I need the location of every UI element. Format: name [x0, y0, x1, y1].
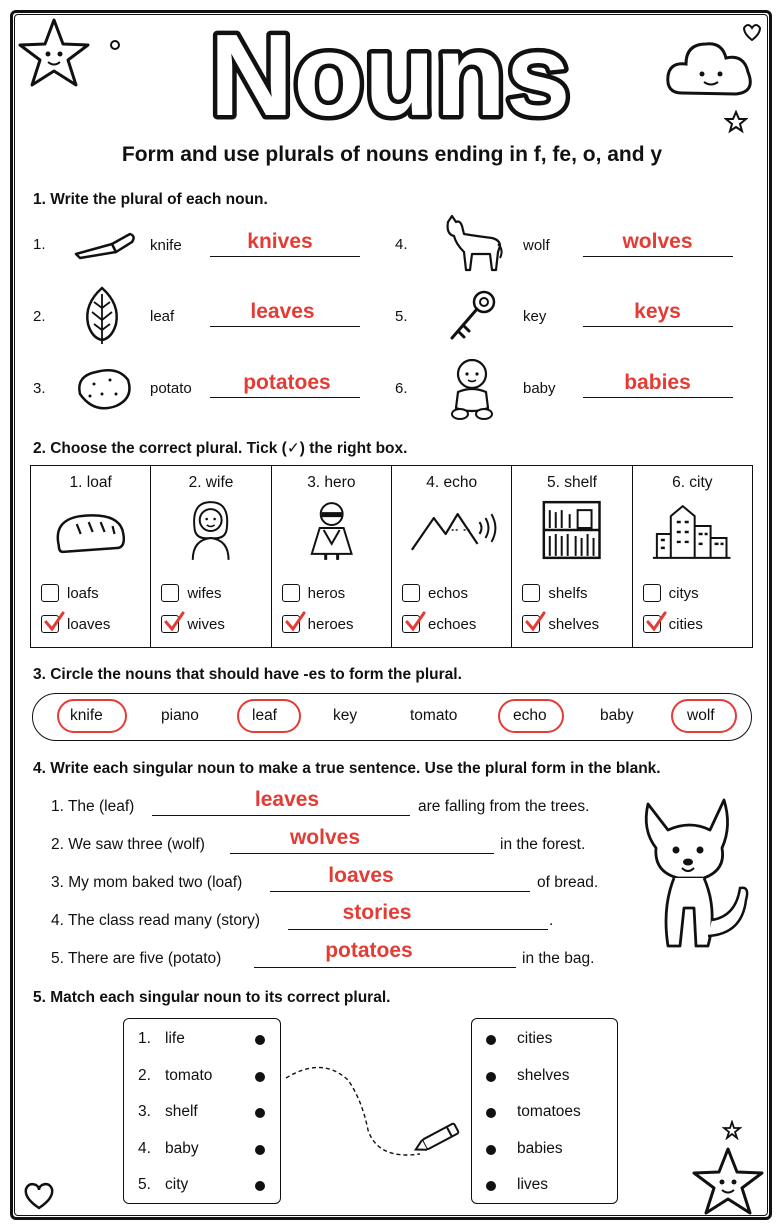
match-dot[interactable]: [486, 1145, 496, 1155]
checkbox[interactable]: [282, 584, 300, 602]
answer-blank[interactable]: [583, 397, 733, 398]
option-label: wives: [187, 615, 225, 633]
leaf-icon: [80, 284, 124, 346]
match-dot[interactable]: [255, 1145, 265, 1155]
option-label: cities: [668, 615, 703, 633]
item-word: key: [523, 308, 547, 325]
item-number: 4.: [395, 236, 408, 253]
sentence-pre: 5. There are five (potato): [51, 950, 222, 967]
option-label: loafs: [67, 584, 99, 602]
answer-text: stories: [342, 901, 412, 924]
answer-blank[interactable]: [583, 256, 733, 257]
check-icon: [284, 610, 306, 632]
page-title: [160, 10, 620, 135]
answer-blank[interactable]: [230, 853, 494, 854]
match-dot[interactable]: [486, 1108, 496, 1118]
option-label: loaves: [67, 615, 111, 633]
item-word: potato: [150, 380, 192, 397]
checkbox[interactable]: [402, 584, 420, 602]
bread-icon: [31, 500, 150, 560]
item-word: leaf: [150, 308, 175, 325]
answer-text: wolves: [289, 826, 361, 849]
item-number: 1.: [33, 236, 46, 253]
match-left-word: life: [165, 1030, 185, 1047]
right-match-box: [471, 1018, 618, 1204]
checkbox-checked[interactable]: [522, 615, 540, 633]
sentence-post: are falling from the trees.: [418, 798, 590, 815]
match-left-word: city: [165, 1176, 189, 1193]
choice-cell-shelf: [512, 466, 632, 648]
potato-icon: [72, 364, 134, 414]
match-dot[interactable]: [486, 1035, 496, 1045]
sentence-post: in the forest.: [500, 836, 586, 853]
option-label: wifes: [187, 584, 222, 602]
option-wrong[interactable]: [41, 584, 99, 602]
wolf-pup-icon: [634, 796, 756, 966]
star-icon: [14, 14, 94, 94]
word-option[interactable]: baby: [600, 707, 634, 724]
match-right-word: shelves: [517, 1067, 570, 1084]
small-star-icon-2: [722, 1120, 742, 1140]
checkbox-checked[interactable]: [282, 615, 300, 633]
cell-title: 4. echo: [426, 474, 478, 491]
item-number: 2.: [33, 308, 46, 325]
city-icon: [633, 500, 752, 560]
section3-heading: 3. Circle the nouns that should have -es to form the plural.: [33, 666, 462, 683]
match-dot[interactable]: [486, 1181, 496, 1191]
sentence-pre: 4. The class read many (story): [51, 912, 261, 929]
word-option[interactable]: piano: [161, 707, 199, 724]
checkbox[interactable]: [41, 584, 59, 602]
option-correct[interactable]: [282, 615, 354, 633]
word-option[interactable]: wolf: [687, 707, 715, 724]
sentence-pre: 3. My mom baked two (loaf): [51, 874, 243, 891]
small-star-icon: [724, 110, 748, 134]
item-word: wolf: [523, 237, 550, 254]
answer-blank[interactable]: [270, 891, 530, 892]
match-right-word: cities: [517, 1030, 553, 1047]
cell-title: 6. city: [672, 474, 713, 491]
option-correct[interactable]: [402, 615, 476, 633]
check-icon: [43, 610, 65, 632]
match-left-num: 5.: [138, 1176, 151, 1193]
option-label: echoes: [427, 615, 477, 633]
answer-text: potatoes: [243, 371, 331, 394]
option-label: citys: [668, 584, 699, 602]
svg-text:Nouns: Nouns: [209, 10, 571, 135]
woman-icon: [151, 500, 270, 560]
choice-cell-wife: [151, 466, 271, 648]
match-left-word: tomato: [165, 1067, 213, 1084]
option-label: heros: [307, 584, 346, 602]
answer-text: loaves: [328, 864, 394, 887]
match-left-num: 2.: [138, 1067, 151, 1084]
match-left-num: 4.: [138, 1140, 151, 1157]
sentence-post: in the bag.: [522, 950, 595, 967]
wolf-icon: [442, 214, 504, 274]
word-option[interactable]: tomato: [410, 707, 458, 724]
answer-text: leaves: [254, 788, 320, 811]
cell-title: 2. wife: [188, 474, 234, 491]
sentence-post: .: [549, 912, 554, 929]
match-right-word: lives: [517, 1176, 549, 1193]
item-number: 3.: [33, 380, 46, 397]
star-icon-bottom: [688, 1145, 768, 1219]
option-wrong[interactable]: [161, 584, 221, 602]
checkbox-checked[interactable]: [402, 615, 420, 633]
left-match-box: [123, 1018, 281, 1204]
option-wrong[interactable]: [402, 584, 468, 602]
sentence-pre: 2. We saw three (wolf): [51, 836, 205, 853]
option-label: echos: [427, 584, 469, 602]
section5-heading: 5. Match each singular noun to its correct plural.: [33, 989, 391, 1006]
option-label: heroes: [307, 615, 354, 633]
answer-blank[interactable]: [210, 256, 360, 257]
checkbox-checked[interactable]: [41, 615, 59, 633]
choice-cell-city: [632, 466, 752, 648]
cell-title: 1. loaf: [69, 474, 112, 491]
dashed-connector: [282, 1060, 472, 1165]
word-option[interactable]: knife: [70, 707, 103, 724]
match-right-word: babies: [517, 1140, 563, 1157]
answer-blank[interactable]: [152, 815, 410, 816]
match-left-word: baby: [165, 1140, 199, 1157]
option-label: shelves: [548, 615, 600, 633]
word-bank: [32, 693, 752, 741]
answer-text: keys: [634, 300, 681, 323]
item-number: 5.: [395, 308, 408, 325]
choose-table: [30, 465, 753, 648]
option-wrong[interactable]: [282, 584, 346, 602]
choice-cell-echo: [391, 466, 511, 648]
checkbox-checked[interactable]: [643, 615, 661, 633]
match-dot[interactable]: [486, 1072, 496, 1082]
option-correct[interactable]: [161, 615, 225, 633]
option-label: shelfs: [548, 584, 588, 602]
subtitle: Form and use plurals of nouns ending in f, fe, o, and y: [121, 143, 663, 166]
answer-blank[interactable]: [210, 397, 360, 398]
match-left-num: 3.: [138, 1103, 151, 1120]
check-icon: [524, 610, 546, 632]
small-circle-icon: [108, 38, 122, 52]
answer-blank[interactable]: [583, 326, 733, 327]
option-wrong[interactable]: [643, 584, 699, 602]
choice-cell-hero: [271, 466, 391, 648]
check-icon: [163, 610, 185, 632]
answer-text: knives: [247, 230, 313, 253]
match-dot[interactable]: [255, 1072, 265, 1082]
cell-title: 5. shelf: [546, 474, 597, 491]
match-dot[interactable]: [255, 1108, 265, 1118]
word-option[interactable]: echo: [513, 707, 547, 724]
checkbox[interactable]: [161, 584, 179, 602]
superhero-icon: [272, 500, 391, 560]
item-word: knife: [150, 237, 182, 254]
option-correct[interactable]: [41, 615, 110, 633]
option-wrong[interactable]: [522, 584, 587, 602]
check-icon: [645, 610, 667, 632]
match-dot[interactable]: [255, 1181, 265, 1191]
mountain-echo-icon: [392, 500, 511, 560]
match-left-num: 1.: [138, 1030, 151, 1047]
choice-cell-loaf: [31, 466, 151, 648]
match-right-word: tomatoes: [517, 1103, 581, 1120]
option-correct[interactable]: [643, 615, 703, 633]
key-icon: [444, 288, 500, 348]
cell-title: 3. hero: [307, 474, 356, 491]
check-icon: [404, 610, 426, 632]
section2-heading: 2. Choose the correct plural. Tick (✓) the right box.: [33, 440, 408, 457]
bookshelf-icon: [512, 500, 631, 560]
word-option[interactable]: key: [333, 707, 358, 724]
answer-text: wolves: [622, 230, 693, 253]
section1-heading: 1. Write the plural of each noun.: [33, 191, 268, 208]
word-option[interactable]: leaf: [252, 707, 277, 724]
heart-icon: [22, 1180, 56, 1212]
item-word: baby: [523, 380, 556, 397]
match-left-word: shelf: [165, 1103, 198, 1120]
cloud-icon: [664, 18, 764, 108]
knife-icon: [72, 228, 136, 262]
section4-heading: 4. Write each singular noun to make a true sentence. Use the plural form in the blank.: [33, 760, 661, 777]
answer-blank[interactable]: [210, 326, 360, 327]
answer-text: babies: [624, 371, 691, 394]
checkbox-checked[interactable]: [161, 615, 179, 633]
checkbox[interactable]: [643, 584, 661, 602]
sentence-post: of bread.: [537, 874, 599, 891]
item-number: 6.: [395, 380, 408, 397]
option-correct[interactable]: [522, 615, 599, 633]
answer-text: potatoes: [325, 939, 413, 962]
answer-blank[interactable]: [288, 929, 548, 930]
checkbox[interactable]: [522, 584, 540, 602]
match-dot[interactable]: [255, 1035, 265, 1045]
answer-blank[interactable]: [254, 967, 516, 968]
baby-icon: [446, 356, 498, 422]
sentence-pre: 1. The (leaf): [51, 798, 135, 815]
answer-text: leaves: [250, 300, 315, 323]
